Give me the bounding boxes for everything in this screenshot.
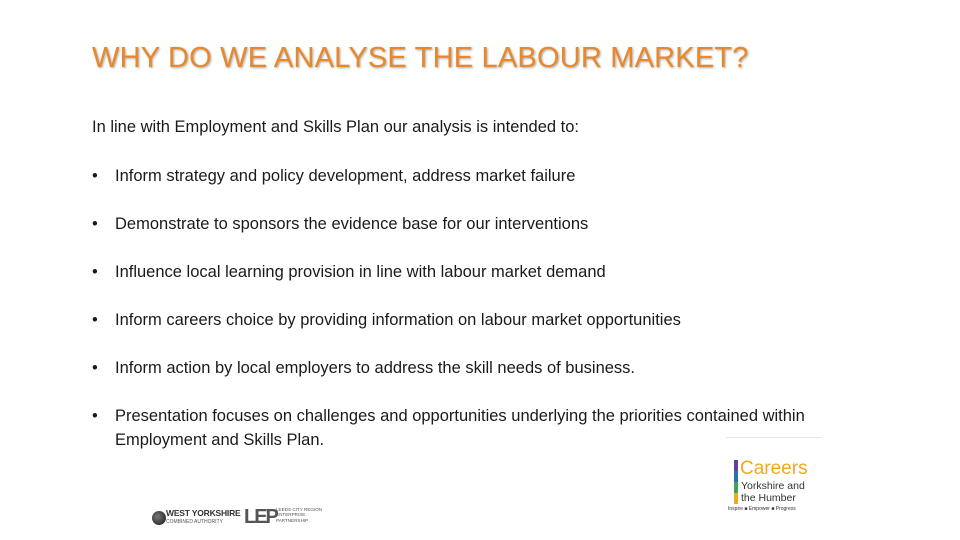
lep-words: [276, 507, 322, 523]
bullet-item: [92, 212, 862, 236]
bullet-dot: •: [92, 263, 98, 281]
lep-word-line: PARTNERSHIP: [276, 517, 309, 523]
lep-logo: [244, 506, 330, 530]
lep-word-line: ENTERPRISE: [276, 512, 306, 518]
careers-bar-orange: [734, 493, 738, 504]
careers-colour-bars: [734, 460, 738, 504]
west-yorkshire-emblem-icon: [152, 511, 166, 525]
bullet-item: [92, 164, 862, 188]
bullet-text: Inform careers choice by providing information on labour market opportunities: [115, 311, 681, 329]
intro-text: In line with Employment and Skills Plan our analysis is intended to:: [92, 118, 579, 136]
bullet-dot: •: [92, 215, 98, 233]
careers-region-line1: Yorkshire and: [741, 480, 805, 492]
bullet-item: [92, 260, 862, 284]
careers-bar-purple: [734, 460, 738, 471]
bullet-dot: •: [92, 407, 98, 425]
west-yorkshire-name: WEST YORKSHIRE: [166, 508, 241, 518]
lep-word-line: LEEDS CITY REGION: [276, 507, 323, 512]
careers-region-line2: the Humber: [741, 492, 796, 504]
bullet-item: [92, 308, 862, 332]
careers-yorkshire-logo: [726, 434, 822, 518]
bullet-text: Demonstrate to sponsors the evidence base for our interventions: [115, 215, 589, 233]
lep-mark: LEP: [244, 506, 277, 528]
careers-bar-blue: [734, 471, 738, 482]
bullet-text: Presentation focuses on challenges and opportunities underlying the priorities contained within Employment and Skills Plan.: [115, 407, 805, 449]
bullet-dot: •: [92, 359, 98, 377]
bullet-text: Inform strategy and policy development, address market failure: [115, 167, 576, 185]
bullet-list: [92, 164, 862, 476]
bullet-item: [92, 356, 862, 380]
careers-bar-green: [734, 482, 738, 493]
bullet-dot: •: [92, 311, 98, 329]
bullet-text: Influence local learning provision in line with labour market demand: [115, 263, 606, 281]
logo-divider: [726, 437, 822, 438]
bullet-text: Inform action by local employers to address the skill needs of business.: [115, 359, 636, 377]
careers-word: Careers: [740, 458, 808, 479]
west-yorkshire-logo: [152, 507, 241, 529]
careers-tagline: Inspire ■ Empower ■ Progress: [728, 506, 796, 512]
bullet-dot: •: [92, 167, 98, 185]
slide-title: WHY DO WE ANALYSE THE LABOUR MARKET?: [92, 42, 749, 74]
west-yorkshire-subtitle: COMBINED AUTHORITY: [166, 519, 223, 525]
